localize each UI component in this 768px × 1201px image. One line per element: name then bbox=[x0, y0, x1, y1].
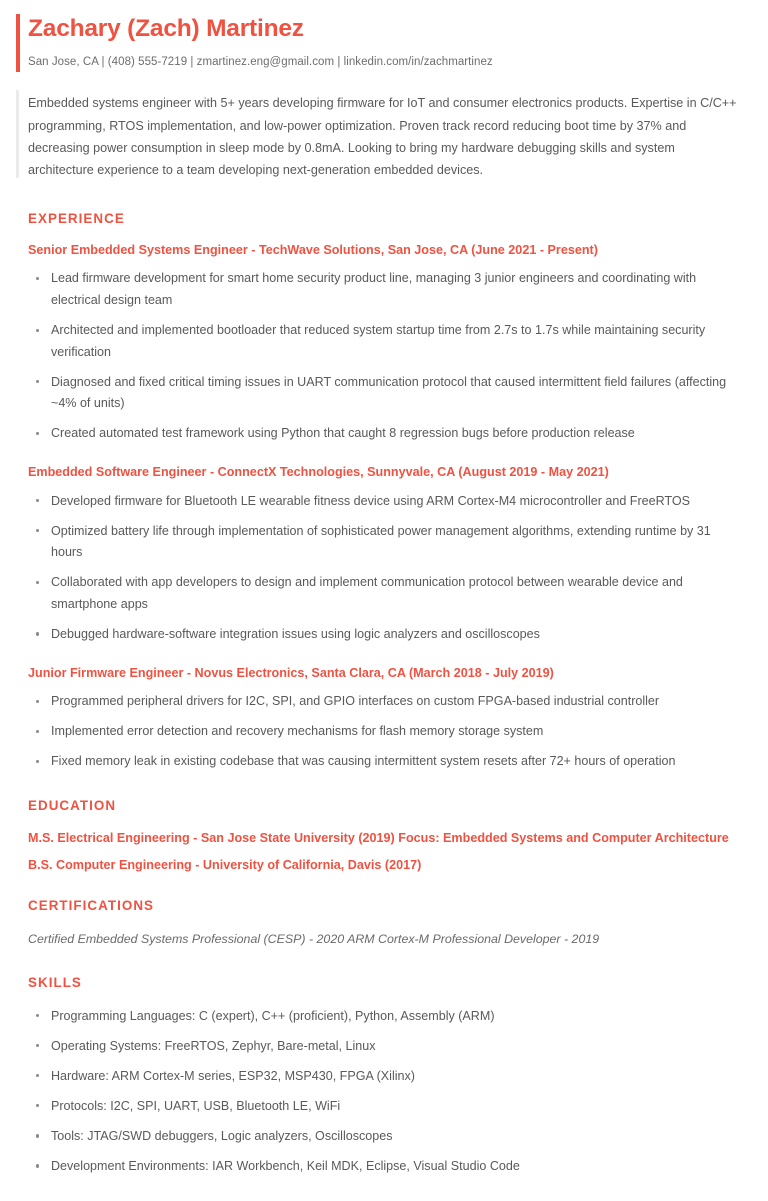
list-item bbox=[28, 320, 742, 363]
job-bullet-list bbox=[28, 491, 742, 646]
bullet-dot bbox=[36, 277, 39, 280]
list-item bbox=[28, 1156, 742, 1178]
bullet-text: Architected and implemented bootloader that reduced system startup time from 2.7s to 1.7s while maintaining security verification bbox=[51, 323, 705, 359]
list-item bbox=[28, 491, 742, 513]
list-item bbox=[28, 1066, 742, 1088]
bullet-dot bbox=[36, 1014, 39, 1017]
list-item bbox=[28, 751, 742, 773]
job-heading: Embedded Software Engineer - ConnectX Technologies, Sunnyvale, CA (August 2019 - May 2021) bbox=[28, 464, 742, 482]
bullet-dot bbox=[36, 1044, 39, 1047]
bullet-dot bbox=[36, 380, 39, 383]
list-item bbox=[28, 624, 742, 646]
skill-text: Protocols: I2C, SPI, UART, USB, Bluetooth LE, WiFi bbox=[51, 1099, 340, 1113]
bullet-dot bbox=[36, 1104, 39, 1107]
summary-section bbox=[0, 78, 768, 186]
bullet-dot bbox=[36, 1134, 39, 1137]
bullet-dot bbox=[36, 1074, 39, 1077]
list-item bbox=[28, 1006, 742, 1028]
bullet-text: Lead firmware development for smart home security product line, managing 3 junior engineers and coordinating with electrical design team bbox=[51, 271, 696, 307]
bullet-text: Optimized battery life through implementation of sophisticated power management algorithms, extending runtime by 31 hours bbox=[51, 524, 711, 560]
bullet-text: Fixed memory leak in existing codebase that was causing intermittent system resets after 72+ hours of operation bbox=[51, 754, 676, 768]
list-item bbox=[28, 691, 742, 713]
section-heading-skills: SKILLS bbox=[28, 975, 742, 990]
bullet-dot bbox=[36, 730, 39, 733]
bullet-dot bbox=[36, 432, 39, 435]
job-bullet-list bbox=[28, 691, 742, 773]
list-item bbox=[28, 721, 742, 743]
bullet-text: Created automated test framework using Python that caught 8 regression bugs before production release bbox=[51, 426, 635, 440]
list-item bbox=[28, 423, 742, 445]
experience-entry bbox=[28, 242, 742, 445]
bullet-text: Diagnosed and fixed critical timing issues in UART communication protocol that caused intermittent field failures (affecting ~4% of units) bbox=[51, 375, 726, 411]
skills-section bbox=[0, 975, 768, 1201]
experience-entry bbox=[28, 464, 742, 646]
bullet-dot bbox=[36, 700, 39, 703]
bullet-text: Debugged hardware-software integration issues using logic analyzers and oscilloscopes bbox=[51, 627, 540, 641]
skill-text: Tools: JTAG/SWD debuggers, Logic analyzers, Oscilloscopes bbox=[51, 1129, 392, 1143]
skill-text: Operating Systems: FreeRTOS, Zephyr, Bare-metal, Linux bbox=[51, 1039, 376, 1053]
section-heading-education: EDUCATION bbox=[28, 798, 742, 813]
skill-text: Hardware: ARM Cortex-M series, ESP32, MSP430, FPGA (Xilinx) bbox=[51, 1069, 415, 1083]
header-accent-bar bbox=[16, 14, 20, 72]
job-heading: Junior Firmware Engineer - Novus Electronics, Santa Clara, CA (March 2018 - July 2019) bbox=[28, 665, 742, 683]
bullet-text: Programmed peripheral drivers for I2C, SPI, and GPIO interfaces on custom FPGA-based industrial controller bbox=[51, 694, 659, 708]
experience-section bbox=[0, 211, 768, 773]
bullet-text: Collaborated with app developers to design and implement communication protocol between wearable device and smartphone apps bbox=[51, 575, 683, 611]
list-item bbox=[28, 1126, 742, 1148]
bullet-dot bbox=[36, 329, 39, 332]
list-item bbox=[28, 1096, 742, 1118]
list-item bbox=[28, 268, 742, 311]
bullet-dot bbox=[36, 581, 39, 584]
list-item bbox=[28, 521, 742, 564]
skill-text: Programming Languages: C (expert), C++ (proficient), Python, Assembly (ARM) bbox=[51, 1009, 495, 1023]
list-item bbox=[28, 572, 742, 615]
bullet-dot bbox=[36, 760, 39, 763]
certifications-text: Certified Embedded Systems Professional (CESP) - 2020 ARM Cortex-M Professional Developer - 2019 bbox=[28, 929, 742, 950]
experience-entry bbox=[28, 665, 742, 773]
education-entry: M.S. Electrical Engineering - San Jose State University (2019) Focus: Embedded Systems and Computer Architecture bbox=[28, 829, 742, 847]
skill-text: Development Environments: IAR Workbench, Keil MDK, Eclipse, Visual Studio Code bbox=[51, 1159, 520, 1173]
certifications-section bbox=[0, 898, 768, 950]
bullet-dot bbox=[36, 1164, 39, 1167]
section-heading-certifications: CERTIFICATIONS bbox=[28, 898, 742, 913]
list-item bbox=[28, 372, 742, 415]
page-title: Zachary (Zach) Martinez bbox=[28, 14, 740, 43]
bullet-text: Implemented error detection and recovery mechanisms for flash memory storage system bbox=[51, 724, 543, 738]
bullet-dot bbox=[36, 529, 39, 532]
list-item bbox=[28, 1036, 742, 1058]
bullet-text: Developed firmware for Bluetooth LE wearable fitness device using ARM Cortex-M4 microcontroller and FreeRTOS bbox=[51, 494, 690, 508]
job-heading: Senior Embedded Systems Engineer - TechWave Solutions, San Jose, CA (June 2021 - Present) bbox=[28, 242, 742, 260]
resume-header bbox=[0, 0, 768, 78]
summary-text: Embedded systems engineer with 5+ years developing firmware for IoT and consumer electronics products. Expertise in C/C++ programming, RTOS implementation, and low-power optimization. Proven track record reducing boot time by 37% and decreasing power consumption in sleep mode by 0.8mA. Looking to bring my hardware debugging skills and system architecture experience to a team developing next-generation embedded devices. bbox=[28, 92, 742, 182]
bullet-dot bbox=[36, 499, 39, 502]
summary-accent-bar bbox=[16, 90, 19, 178]
section-heading-experience: EXPERIENCE bbox=[28, 211, 742, 226]
skills-list bbox=[28, 1006, 742, 1178]
education-section bbox=[0, 798, 768, 875]
job-bullet-list bbox=[28, 268, 742, 445]
bullet-dot bbox=[36, 632, 39, 635]
contact-line: San Jose, CA | (408) 555-7219 | zmartinez.eng@gmail.com | linkedin.com/in/zachmartinez bbox=[28, 56, 740, 68]
education-entry: B.S. Computer Engineering - University of California, Davis (2017) bbox=[28, 856, 742, 874]
